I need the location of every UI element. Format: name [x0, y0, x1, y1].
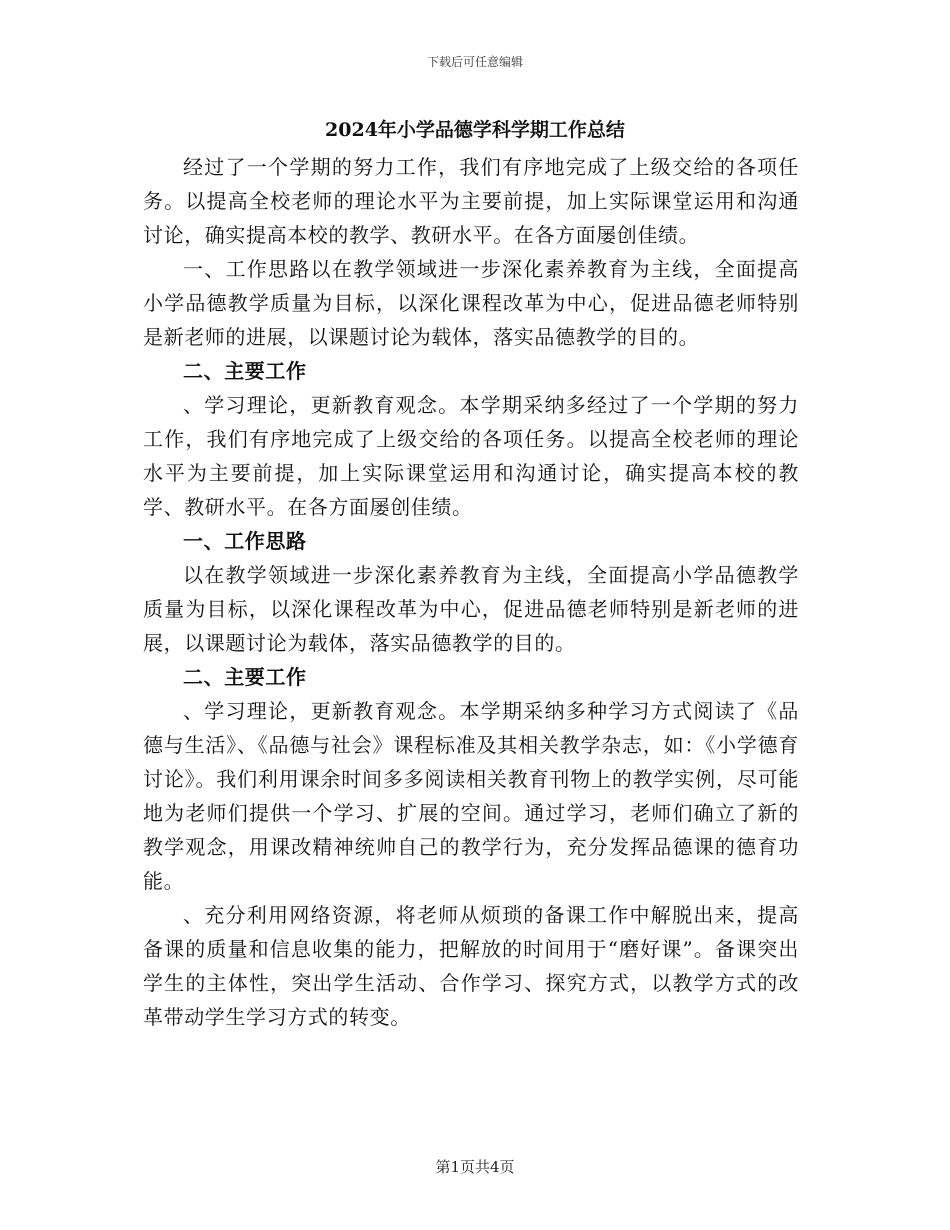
document-body [143, 150, 799, 1034]
paragraph-intro: 经过了一个学期的努力工作，我们有序地完成了上级交给的各项任务。以提高全校老师的理论水平为主要前提，加上实际课堂运用和沟通讨论，确实提高本校的教学、教研水平。在各方面屡创佳绩。 [143, 155, 799, 247]
paragraph-study-theory-repeat: 、学习理论，更新教育观念。本学期采纳多经过了一个学期的努力工作，我们有序地完成了上级交给的各项任务。以提高全校老师的理论水平为主要前提，加上实际课堂运用和沟通讨论，确实提高本校的教学、教研水平。在各方面屡创佳绩。 [143, 393, 799, 519]
paragraph-network-resources: 、充分利用网络资源，将老师从烦琐的备课工作中解脱出来，提高备课的质量和信息收集的能力，把解放的时间用于“磨好课”。备课突出学生的主体性，突出学生活动、合作学习、探究方式，以教学方式的改革带动学生学习方式的转变。 [143, 903, 799, 1029]
paragraph-work-idea-inline: 一、工作思路以在教学领域进一步深化素养教育为主线，全面提高小学品德教学质量为目标，以深化课程改革为中心，促进品德老师特别是新老师的进展，以课题讨论为载体，落实品德教学的目的。 [143, 257, 799, 349]
section-heading-main-work-2: 二、主要工作 [183, 665, 307, 689]
paragraph-work-idea: 以在教学领域进一步深化素养教育为主线，全面提高小学品德教学质量为目标，以深化课程改革为中心，促进品德老师特别是新老师的进展，以课题讨论为载体，落实品德教学的目的。 [143, 563, 799, 655]
section-heading-main-work: 二、主要工作 [183, 359, 307, 383]
document-title: 2024年小学品德学科学期工作总结 [325, 119, 625, 141]
header-note: 下载后可任意编辑 [426, 55, 523, 69]
section-heading-work-idea: 一、工作思路 [183, 529, 307, 553]
page-number: 第1页共4页 [435, 1158, 515, 1176]
paragraph-study-theory: 、学习理论，更新教育观念。本学期采纳多种学习方式阅读了《品德与生活》、《品德与社会》课程标准及其相关教学杂志，如：《小学德育讨论》。我们利用课余时间多多阅读相关教育刊物上的教学实例，尽可能地为老师们提供一个学习、扩展的空间。通过学习，老师们确立了新的教学观念，用课改精神统帅自己的教学行为，充分发挥品德课的德育功能。 [143, 699, 799, 893]
